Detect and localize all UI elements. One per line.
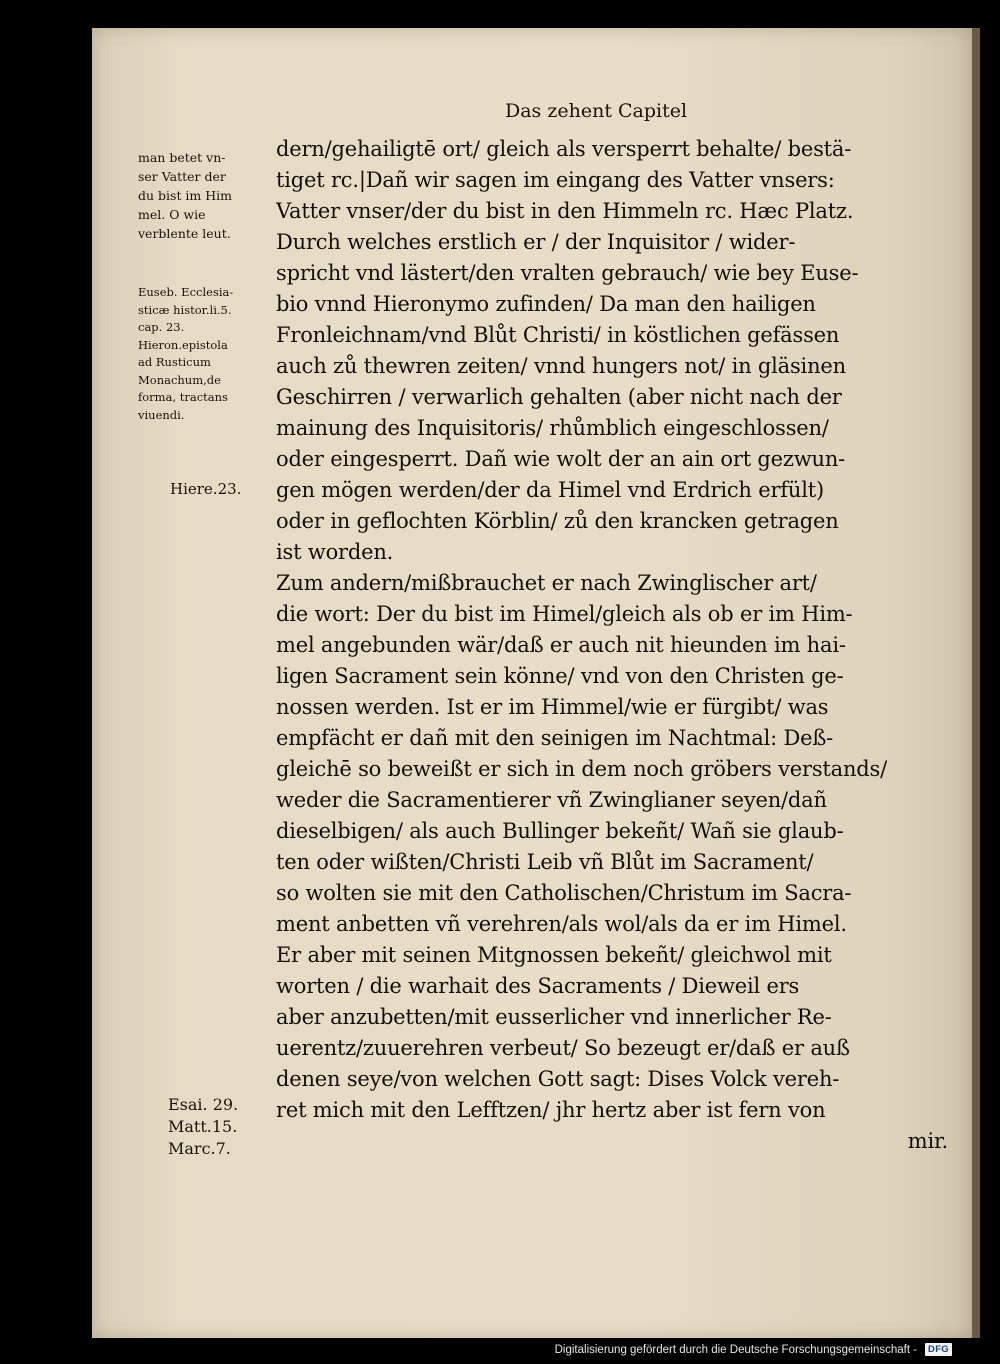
marginal-line: viuendi. — [138, 407, 185, 422]
text-line: ment anbetten vñ verehren/als wol/als da er im Himel. — [276, 912, 847, 936]
text-line: ligen Sacrament sein könne/ vnd von den Christen ge‑ — [276, 664, 844, 688]
text-line: denen seye/von welchen Gott sagt: Dises Volck vereh‑ — [276, 1067, 840, 1091]
marginal-line: sticæ histor.li.5. — [138, 302, 232, 317]
text-line: auch zů thewren zeiten/ vnnd hungers not/ in gläsinen — [276, 354, 846, 378]
marginal-line: ad Rusticum — [138, 355, 211, 369]
marginal-note-2 — [138, 284, 270, 424]
text-line: Durch welches erstlich er / der Inquisitor / wider‑ — [276, 230, 796, 254]
marginal-line: Euseb. Ecclesia‑ — [138, 285, 234, 299]
marginal-note-3 — [170, 478, 260, 500]
marginal-line: man betet vn‑ — [138, 150, 226, 165]
marginal-line: Hiere.23. — [170, 480, 242, 498]
page-edge — [972, 28, 980, 1338]
text-line: tiget rc.|Dañ wir sagen im eingang des Vatter vnsers: — [276, 168, 835, 192]
marginal-line: ser Vatter der — [138, 169, 226, 184]
dfg-logo-icon: DFG — [925, 1343, 952, 1356]
marginal-line: cap. 23. — [138, 320, 185, 334]
text-line: empfächt er dañ mit den seinigen im Nachtmal: Deß‑ — [276, 726, 834, 750]
text-line: Vatter vnser/der du bist in den Himmeln rc. Hæc Platz. — [276, 199, 854, 223]
marginal-note-4 — [168, 1094, 260, 1160]
text-line: worten / die warhait des Sacraments / Dieweil ers — [276, 974, 800, 998]
marginal-line: Esai. 29. — [168, 1095, 239, 1114]
text-line: uerentz/zuuerehren verbeut/ So bezeugt er/daß er auß — [276, 1036, 850, 1060]
text-line: mir. — [907, 1129, 948, 1153]
marginal-note-1 — [138, 148, 266, 243]
text-line: nossen werden. Ist er im Himmel/wie er fürgibt/ was — [276, 695, 829, 719]
marginal-line: Monachum,de — [138, 372, 221, 387]
text-line: gleichē so beweißt er sich in dem noch gröbers verstands/ — [276, 757, 887, 781]
text-line: ist worden. — [276, 540, 394, 564]
text-line: Geschirren / verwarlich gehalten (aber nicht nach der — [276, 385, 842, 409]
marginal-line: du bist im Him — [138, 188, 233, 203]
text-line: dern/gehailigtē ort/ gleich als versperrt behalte/ bestä‑ — [276, 137, 852, 161]
marginal-line: forma, tractans — [138, 390, 228, 404]
text-line: mainung des Inquisitoris/ rhůmblich eingeschlossen/ — [276, 416, 829, 440]
text-line: bio vnnd Hieronymo zufinden/ Da man den hailigen — [276, 292, 816, 316]
text-line: Fronleichnam/vnd Blůt Christi/ in köstlichen gefässen — [276, 323, 840, 347]
text-line: mel angebunden wär/daß er auch nit hieunden im hai‑ — [276, 633, 846, 657]
marginal-line: Hieron.epistola — [138, 337, 228, 352]
marginal-line: verblente leut. — [138, 226, 231, 241]
digitization-footer — [555, 1343, 952, 1356]
running-head: Das zehent Capitel — [505, 100, 688, 122]
marginal-line: mel. O wie — [138, 207, 206, 222]
text-line: ret mich mit den Lefftzen/ jhr hertz aber ist fern von — [276, 1098, 826, 1122]
funding-credit: Digitalisierung gefördert durch die Deutsche Forschungsgemeinschaft - — [554, 1343, 918, 1356]
text-line: oder in geflochten Körblin/ zů den krancken getragen — [276, 509, 839, 533]
text-line: aber anzubetten/mit eusserlicher vnd innerlicher Re‑ — [276, 1005, 832, 1029]
text-line: oder eingesperrt. Dañ wie wolt der an ain ort gezwun‑ — [276, 447, 846, 471]
text-line: Zum andern/mißbrauchet er nach Zwinglischer art/ — [276, 571, 817, 595]
text-line: gen mögen werden/der da Himel vnd Erdrich erfült) — [276, 478, 824, 502]
text-line: spricht vnd lästert/den vralten gebrauch/ wie bey Euse‑ — [276, 261, 859, 285]
text-line: ten oder wißten/Christi Leib vñ Blůt im Sacrament/ — [276, 850, 814, 874]
text-line: so wolten sie mit den Catholischen/Christum im Sacra‑ — [276, 881, 852, 905]
text-line: dieselbigen/ als auch Bullinger bekeñt/ Wañ sie glaub‑ — [276, 819, 844, 843]
text-line: weder die Sacramentierer vñ Zwinglianer seyen/dañ — [276, 788, 827, 812]
marginal-line: Matt.15. — [168, 1117, 238, 1136]
body-text — [276, 134, 948, 1157]
marginal-line: Marc.7. — [168, 1139, 231, 1158]
text-line: Er aber mit seinen Mitgnossen bekeñt/ gleichwol mit — [276, 943, 832, 967]
text-line: die wort: Der du bist im Himel/gleich als ob er im Him‑ — [276, 602, 853, 626]
